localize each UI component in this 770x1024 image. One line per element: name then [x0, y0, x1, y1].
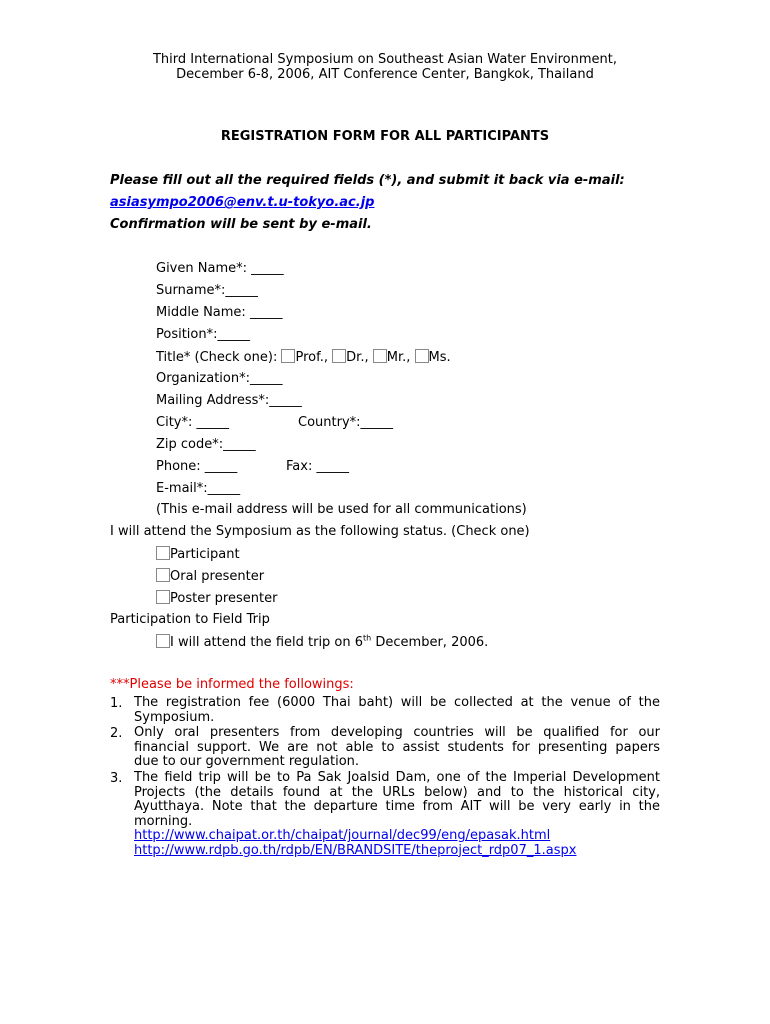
mailing-address-field[interactable]: Mailing Address*:_____ — [156, 393, 302, 408]
title-ms-checkbox[interactable] — [415, 349, 429, 363]
field-trip-text-end: December, 2006. — [371, 635, 489, 650]
organization-field[interactable]: Organization*:_____ — [156, 371, 283, 386]
field-trip-superscript: th — [363, 633, 372, 643]
notice-item-2-number: 2. — [110, 726, 123, 741]
notice-item-2-line3: due to our government regulation. — [134, 754, 360, 769]
notice-item-2-line2: financial support. We are not able to assist students for presenting papers — [134, 739, 660, 755]
title-dr-label: Dr., — [346, 350, 369, 365]
notice-item-3-line1: The field trip will be to Pa Sak Joalsid Dam, one of the Imperial Development — [134, 770, 660, 785]
notice-item-2 — [134, 726, 660, 770]
fax-field[interactable]: Fax: _____ — [286, 459, 349, 474]
title-mr-checkbox[interactable] — [373, 349, 387, 363]
field-trip-option[interactable] — [156, 634, 488, 651]
notice-item-2-line1: Only oral presenters from developing countries will be qualified for our — [134, 725, 660, 740]
notice-item-3-number: 3. — [110, 771, 123, 786]
oral-presenter-label: Oral presenter — [170, 569, 265, 584]
title-ms-label: Ms. — [428, 350, 451, 365]
email-note: (This e-mail address will be used for all communications) — [156, 502, 527, 517]
contact-email-link[interactable]: asiasympo2006@env.t.u-tokyo.ac.jp — [110, 195, 375, 210]
attendance-option-participant[interactable] — [156, 546, 240, 563]
email-field[interactable]: E-mail*:_____ — [156, 481, 241, 496]
field-trip-checkbox[interactable] — [156, 634, 170, 648]
field-trip-heading: Participation to Field Trip — [110, 612, 270, 627]
city-field[interactable]: City*: _____ — [156, 415, 229, 430]
form-title: REGISTRATION FORM FOR ALL PARTICIPANTS — [220, 129, 550, 144]
notice-item-1 — [134, 696, 660, 725]
title-label: Title* (Check one): — [156, 350, 278, 365]
title-prof-checkbox[interactable] — [281, 349, 295, 363]
rdpb-link[interactable]: http://www.rdpb.go.th/rdpb/EN/BRANDSITE/theproject_rdp07_1.aspx — [134, 842, 577, 858]
phone-field[interactable]: Phone: _____ — [156, 459, 238, 474]
country-field[interactable]: Country*:_____ — [298, 415, 394, 430]
surname-field[interactable]: Surname*:_____ — [156, 283, 258, 298]
notice-item-3 — [134, 771, 660, 858]
position-field[interactable]: Position*:_____ — [156, 327, 250, 342]
attendance-option-poster[interactable] — [156, 590, 277, 607]
oral-presenter-checkbox[interactable] — [156, 568, 170, 582]
poster-presenter-label: Poster presenter — [170, 591, 278, 606]
notice-item-1-line1: The registration fee (6000 Thai baht) will be collected at the venue of the — [134, 695, 660, 710]
conference-title-line1: Third International Symposium on Southeast Asian Water Environment, — [152, 52, 618, 67]
title-row — [156, 349, 451, 366]
title-dr-checkbox[interactable] — [332, 349, 346, 363]
notice-heading: ***Please be informed the followings: — [110, 677, 354, 692]
epasak-link[interactable]: http://www.chaipat.or.th/chaipat/journal/dec99/eng/epasak.html — [134, 828, 551, 843]
given-name-field[interactable]: Given Name*: _____ — [156, 261, 284, 276]
title-prof-label: Prof., — [295, 350, 329, 365]
participant-checkbox[interactable] — [156, 546, 170, 560]
instructions-line: Please fill out all the required fields (*), and submit it back via e-mail: — [110, 173, 625, 188]
notice-item-3-line4: morning. — [134, 813, 193, 829]
confirmation-note: Confirmation will be sent by e-mail. — [110, 217, 372, 232]
notice-item-3-line2: Projects (the details found at the URLs below) and to the historical city, — [134, 784, 660, 800]
conference-title-line2: December 6-8, 2006, AIT Conference Center, Bangkok, Thailand — [176, 67, 594, 82]
attendance-option-oral[interactable] — [156, 568, 264, 585]
notice-item-1-number: 1. — [110, 696, 123, 711]
middle-name-field[interactable]: Middle Name: _____ — [156, 305, 283, 320]
attendance-prompt: I will attend the Symposium as the following status. (Check one) — [110, 524, 530, 539]
notice-item-3-line3: Ayutthaya. Note that the departure time from AIT will be very early in the — [134, 799, 660, 814]
zip-code-field[interactable]: Zip code*:_____ — [156, 437, 256, 452]
title-mr-label: Mr., — [386, 350, 411, 365]
notice-item-1-line2: Symposium. — [134, 709, 215, 725]
field-trip-text: I will attend the field trip on 6 — [170, 635, 364, 650]
poster-presenter-checkbox[interactable] — [156, 590, 170, 604]
participant-label: Participant — [170, 547, 240, 562]
